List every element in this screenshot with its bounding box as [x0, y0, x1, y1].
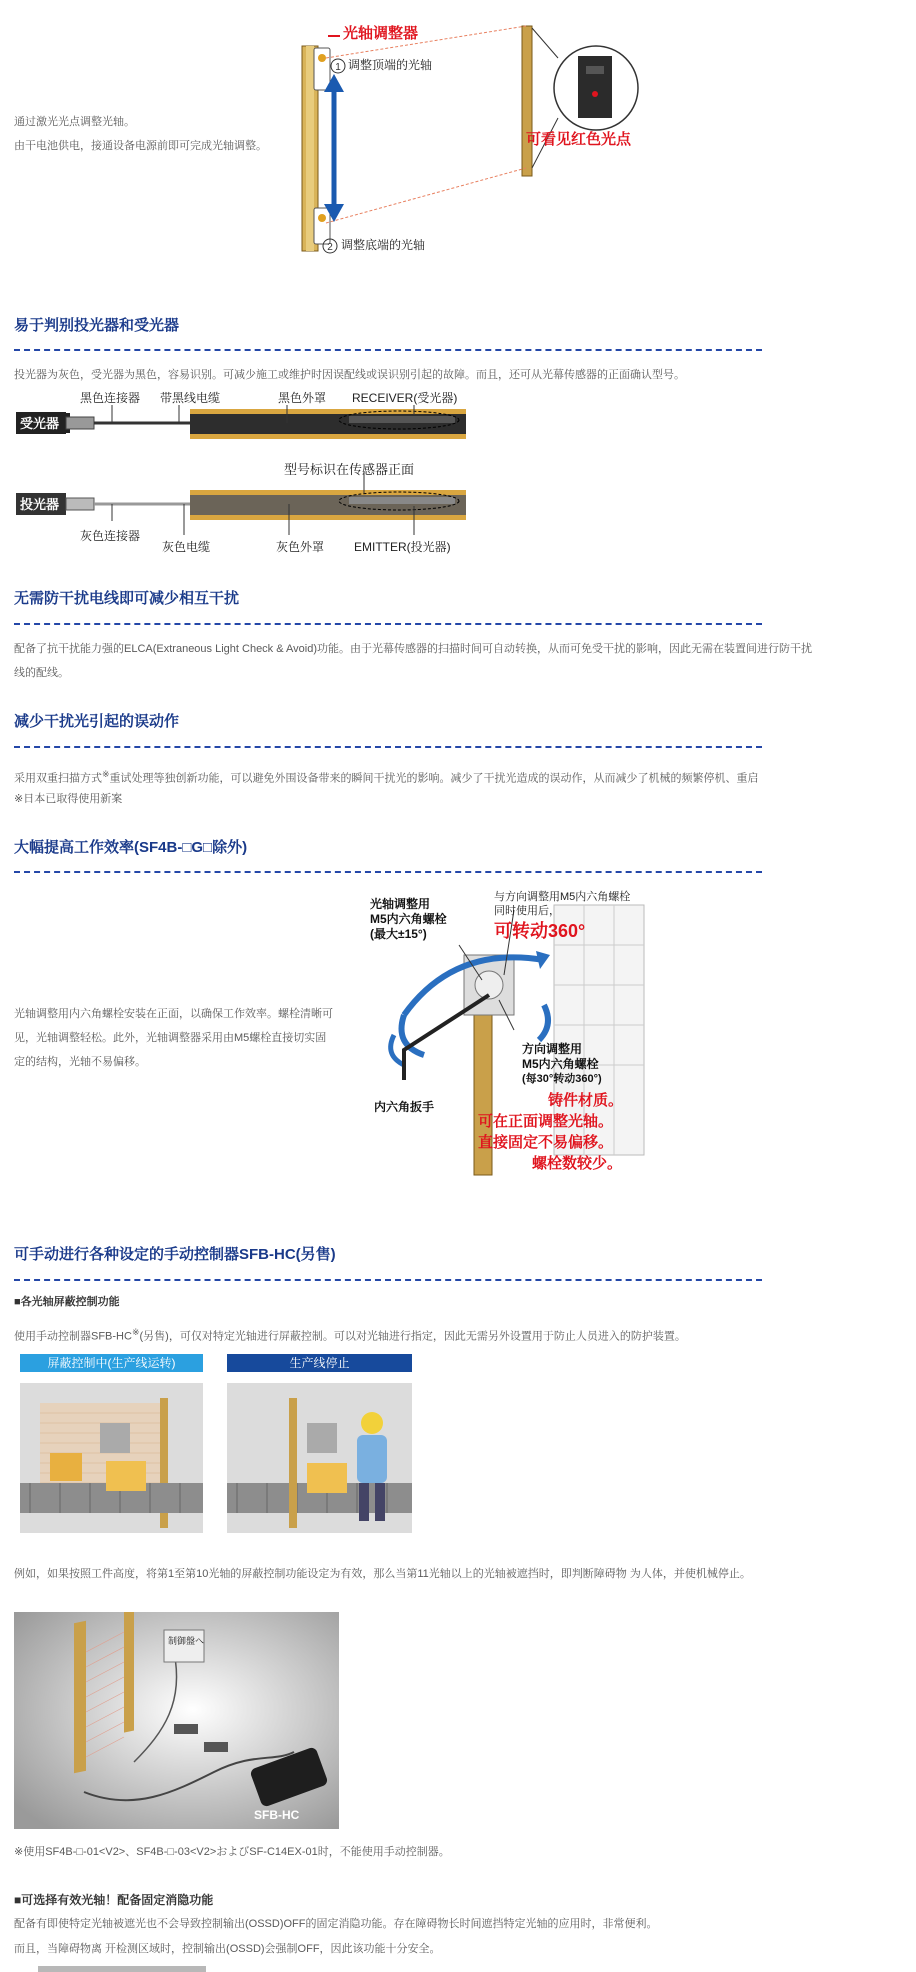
section-title-interference: 减少干扰光引起的误动作 — [14, 713, 180, 730]
blanking-body-2: 而且，当障碍物离 开检测区域时，控制输出(OSSD)会强制OFF，因此该功能十分安全。 — [14, 1943, 441, 1955]
footnote-mark: ※ — [102, 769, 110, 779]
body-part: 重试处理等独创新功能，可以避免外围设备带来的瞬间干扰光的影响。减少了干扰光造成的误动作，从而减少了机械的频繁停机、重启 — [109, 772, 759, 785]
with-label-1: 与方向调整用M5内六角螺栓 — [494, 891, 631, 903]
bolt-adjust-figure — [364, 885, 654, 1185]
subhead-blanking: ■可选择有效光轴！配备固定消隐功能 — [14, 1893, 214, 1907]
section-title-efficiency: 大幅提高工作效率(SF4B-□G□除外) — [14, 839, 248, 856]
dir-label-2: M5内六角螺栓 — [522, 1057, 599, 1071]
adjust-bottom-label: 调整底端的光轴 — [341, 238, 426, 252]
intro-text-1: 通过激光光点调整光轴。 — [14, 116, 135, 128]
emitter-label: EMITTER(投光器) — [354, 540, 451, 554]
section-title-elca: 无需防干扰电线即可减少相互干扰 — [14, 590, 240, 607]
receiver-tag: 受光器 — [20, 416, 60, 431]
emitter-tag: 投光器 — [20, 497, 60, 512]
gray-connector-label: 灰色连接器 — [80, 529, 141, 543]
bolt-a-label-3: (最大±15°) — [370, 927, 427, 941]
section-divider — [14, 746, 762, 748]
dir-label-1: 方向调整用 — [522, 1042, 583, 1056]
svg-text:1: 1 — [335, 62, 341, 73]
receiver-label: RECEIVER(受光器) — [352, 391, 458, 405]
line-stop-illustration — [227, 1383, 412, 1533]
red-dot-label: 可看见红色光点 — [526, 131, 632, 148]
blanking-body-1: 配备有即使特定光轴被遮光也不会导致控制输出(OSSD)OFF的固定消隐功能。存在障碍物长时间遮挡特定光轴的应用时，非常便利。 — [14, 1918, 658, 1930]
section-body-elca-1: 配备了抗干扰能力强的ELCA(Extraneous Light Check & Avoid)功能。由于光幕传感器的扫描时间可自动转换，从而可免受干扰的影响，因此无需在装置间进行防干扰 — [14, 643, 813, 655]
section-title-identify: 易于判别投光器和受光器 — [14, 317, 180, 334]
controller-photo — [14, 1612, 339, 1829]
footnote-mark: ※ — [131, 1327, 140, 1337]
section-divider — [14, 623, 762, 625]
black-cable-label: 带黑线电缆 — [160, 391, 221, 405]
black-connector-label: 黑色连接器 — [80, 391, 141, 405]
beam-adjuster-figure — [296, 18, 656, 258]
emitter-receiver-figure — [14, 385, 474, 555]
with-label-2: 同时使用后， — [494, 905, 560, 917]
section-divider — [14, 1279, 762, 1281]
adjust-top-label: 调整顶端的光轴 — [348, 58, 433, 72]
adjuster-title: 光轴调整器 — [343, 25, 419, 42]
black-cover-label: 黑色外罩 — [278, 391, 327, 405]
body-part: (另售)，可仅对特定光轴进行屏蔽控制。可以对光轴进行指定，因此无需另外设置用于防止人员进入的防护装置。 — [139, 1330, 686, 1343]
section-title-controller: 可手动进行各种设定的手动控制器SFB-HC(另售) — [14, 1246, 336, 1263]
wrench-label: 内六角扳手 — [374, 1100, 435, 1114]
section-divider — [14, 871, 762, 873]
feature-1: 铸件材质。 — [548, 1092, 624, 1109]
body-part: 使用手动控制器SFB-HC — [14, 1330, 132, 1343]
muting-example-text: 例如，如果按照工件高度，将第1至第10光轴的屏蔽控制功能设定为有效，那么当第11光轴以上的光轴被遮挡时，即判断障碍物 为人体，并使机械停止。 — [14, 1568, 751, 1580]
photo-sign-label: 制御盤へ — [168, 1636, 205, 1646]
next-image-edge — [38, 1966, 206, 1972]
feature-3: 直接固定不易偏移。 — [478, 1134, 614, 1151]
dir-label-3: (每30°转动360°) — [522, 1073, 602, 1085]
feature-4: 螺栓数较少。 — [532, 1155, 623, 1172]
section-body-identify: 投光器为灰色，受光器为黑色，容易识别。可减少施工或维护时因误配线或误识别引起的故障。而且，还可从光幕传感器的正面确认型号。 — [14, 369, 685, 381]
photo-product-label: SFB-HC — [254, 1808, 300, 1822]
section-body-interference — [14, 762, 759, 791]
section-body-controller — [14, 1320, 686, 1349]
line-stop-tab: 生产线停止 — [227, 1354, 412, 1372]
intro-text-2: 由干电池供电，接通设备电源前即可完成光轴调整。 — [14, 140, 267, 152]
section-divider — [14, 349, 762, 351]
section-body-efficiency-3: 定的结构，光轴不易偏移。 — [14, 1056, 146, 1068]
svg-text:2: 2 — [327, 242, 333, 253]
section-body-efficiency-2: 见，光轴调整轻松。此外，光轴调整器采用由M5螺栓直接切实固 — [14, 1032, 327, 1044]
bolt-a-label-2: M5内六角螺栓 — [370, 912, 447, 926]
gray-cover-label: 灰色外罩 — [276, 540, 325, 554]
body-part: 采用双重扫描方式 — [14, 772, 102, 785]
muting-active-illustration — [20, 1383, 203, 1533]
feature-2: 可在正面调整光轴。 — [478, 1113, 614, 1130]
subhead-muting: ■各光轴屏蔽控制功能 — [14, 1296, 120, 1308]
section-body-elca-2: 线的配线。 — [14, 667, 69, 679]
section-note-interference: ※日本已取得使用新案 — [14, 793, 123, 805]
rotate-label: 可转动360° — [494, 921, 586, 941]
controller-note: ※使用SF4B-□-01<V2>、SF4B-□-03<V2>およびSF-C14EX-01时，不能使用手动控制器。 — [14, 1846, 450, 1858]
bolt-a-label-1: 光轴调整用 — [370, 897, 431, 911]
muting-active-tab: 屏蔽控制中(生产线运转) — [20, 1354, 203, 1372]
section-body-efficiency-1: 光轴调整用内六角螺栓安装在正面，以确保工作效率。螺栓清晰可 — [14, 1008, 333, 1020]
model-front-label: 型号标识在传感器正面 — [284, 462, 415, 477]
gray-cable-label: 灰色电缆 — [162, 540, 211, 554]
